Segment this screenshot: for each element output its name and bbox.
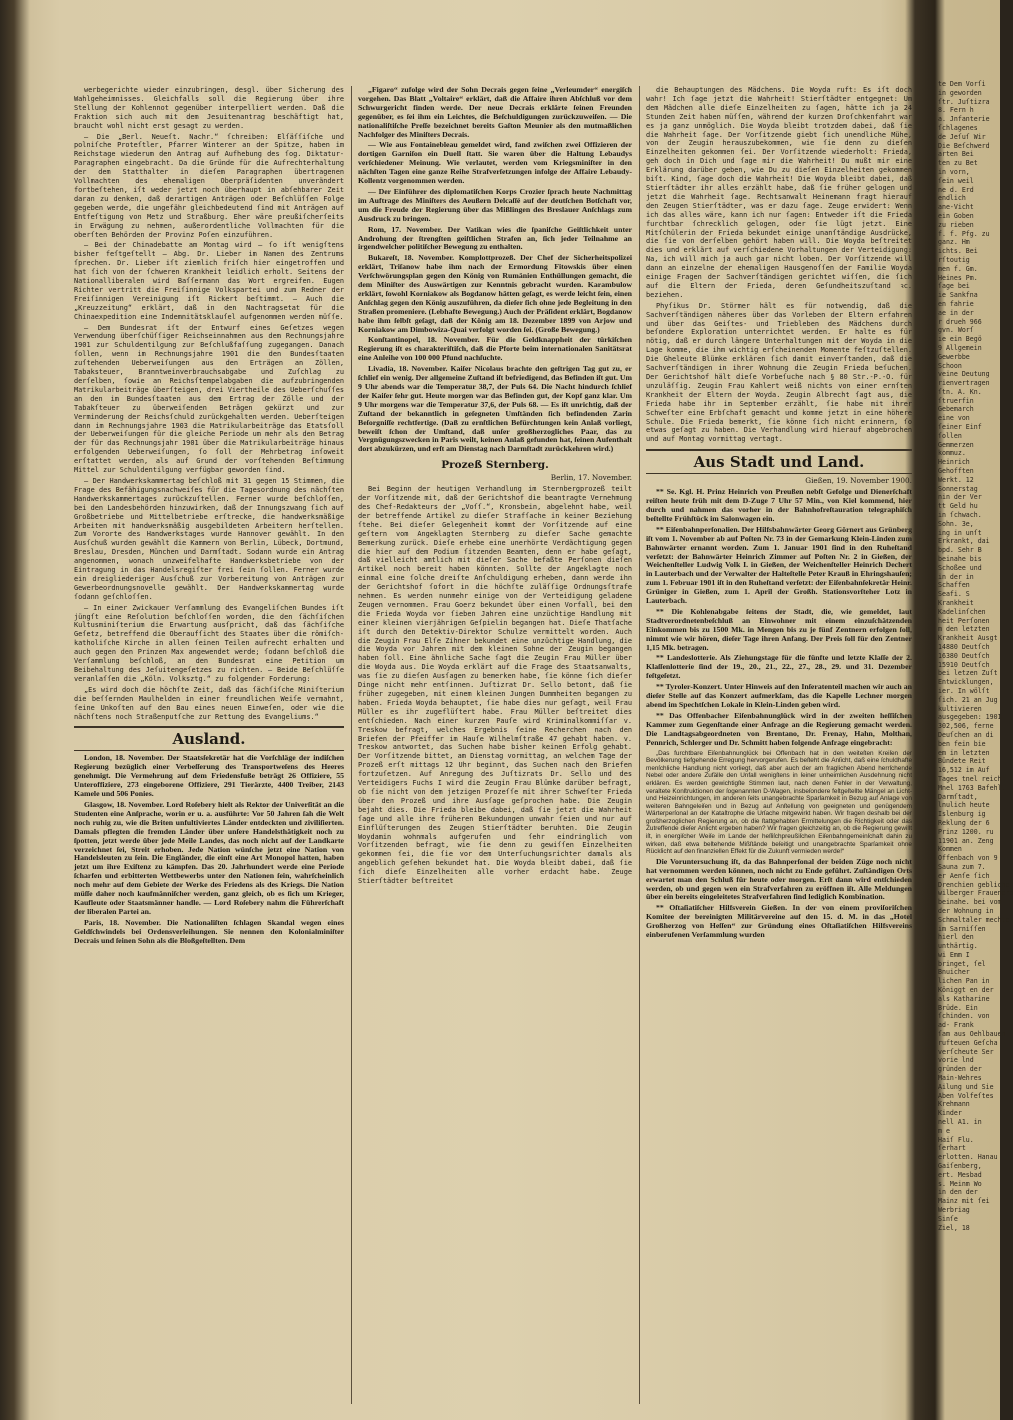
strip-line: Krehmann bbox=[938, 1100, 970, 1109]
column-2 bbox=[358, 86, 632, 1404]
strip-line: ſein weil bbox=[938, 176, 974, 185]
strip-line: ſeiner Einf bbox=[938, 423, 982, 432]
strip-line: Heines Pm. bbox=[938, 273, 978, 282]
strip-line: 14880 Deutſch bbox=[938, 643, 990, 651]
strip-line: tt Geld hu bbox=[938, 502, 978, 511]
paragraph: — Die „Berl. Neueſt. Nachr.“ ſchreiben: Elſäſſiſche und polniſche Proteſtler, Pfarrer Winterer an der Spitze, haben im Reichstage wiederum den Antrag auf Aufhebung des ſog. Diktatur-Paragraphen eingebracht. Da die Gründe für die Aufrechterhaltung der dem Statthalter in dieſem Paragraphen übertragenen Vollmachten des ehemaligen Oberpräſidenten unverändert fortbeſtehen, iſt weder jetzt noch überhaupt in abſehbarer Zeit daran zu denken, daß derartigen Anträgen oder Beſchlüſſen Folge gegeben werde, die ungefähr gleichbedeutend ſind mit Anträgen auf Entfeſtigung von Metz und Straßburg. Eher wäre preußiſcherſeits in Erwägung zu nehmen, außerordentliche Vollmachten für die oberſten Behörden der Provinz Poſen einzuführen. bbox=[74, 132, 344, 239]
strip-line: ſage bei bbox=[938, 282, 970, 291]
strip-line: verſcheute Ser bbox=[938, 1047, 994, 1056]
dateline: Paris, 18. November. bbox=[84, 917, 161, 927]
strip-line: ſtruerfin bbox=[938, 396, 974, 405]
strip-line: te Dem Vorſi bbox=[938, 80, 986, 88]
strip-line: 11901 an. Zeng bbox=[938, 836, 994, 845]
strip-line: ſich. 21 an Jug bbox=[938, 695, 998, 704]
strip-line: in geworden bbox=[938, 88, 982, 97]
paragraph: werbegerichte wieder einzubringen, desgl. über Sicherung des Wahlgeheimnisses. Gleichfalls soll die Regierung über ihre Stellung der Kohlennot gegenüber interpelliert werden. Daß die Fraktion sich auch mit dem Jesuitenantrag beschäftigt hat, braucht wohl nicht erst gesagt zu werden. bbox=[74, 86, 344, 130]
strip-line: bpd. Sehr B bbox=[938, 546, 982, 555]
strip-line: Kinder bbox=[938, 1109, 962, 1118]
news-text: Die Nationaliſten ſchlagen Skandal wegen eines Geldſchwindels bei Ordensverleihungen. Sie nennen den Kolonialminiſter Decrais und ſeinen Sohn als die Bloßgeſtellten. Dem bbox=[74, 917, 345, 945]
paragraph: ** Se. Kgl. H. Prinz Heinrich von Preußen nebſt Gefolge und Dienerſchaft reiſten heute früh mit dem D-Zuge 7 Uhr 57 Min., von Kiel kommend, hier durch und nahmen das vorher in der Bahnhofreſtauration telegraphiſch beſtellte Frühſtück im Salonwagen ein. bbox=[646, 487, 912, 523]
paragraph: ** Eiſenbahnperſonalien. Der Hilfsbahnwärter Georg Görnert aus Grünberg iſt vom 1. November ab auf Poſten Nr. 73 in der Gemarkung Klein-Linden zum Bahnwärter ernannt worden. Zum 1. Januar 1901 ſind in den Ruheſtand verſetzt: der Bahnwärter Heinrich Zimmer auf Poſten Nr. 2 in Gießen, der Weichenſteller Ludwig Volk I. in Gießen, der Weichenſteller Heinrich Dechert in Lauterbach und der Verwalter der Halteſtelle Peter Krauß in Ehringshauſen; zum 1. Februar 1901 iſt in den Ruheſtand verſetzt: der Eiſenbahnſekretär Heinr. Grüniger in Gießen, zum 1. April der Großh. Stationsvorſteher Lotz in Lauterbach. bbox=[646, 524, 912, 606]
strip-line: Drenchien gebliche bbox=[938, 880, 1010, 889]
strip-line: eine von bbox=[938, 414, 970, 423]
strip-line: in der in bbox=[938, 572, 974, 581]
strip-line: Prinz 1200. ru bbox=[938, 827, 994, 836]
dateline: London, 18. November. bbox=[84, 753, 164, 763]
news-item-london bbox=[74, 754, 344, 799]
strip-line: m e bbox=[938, 1126, 950, 1135]
strip-line: ie Sankfna bbox=[938, 291, 978, 300]
strip-line: Sonnerstag bbox=[938, 484, 978, 493]
paragraph: — Der Handwerkskammertag beſchloß mit 31 gegen 15 Stimmen, die Frage des Befähigungsnachweiſes für die Tagesordnung des nächſten Handwerkskammertages zurückzuſtellen. Ferner wurde beſchloſſen, bei den Landesbehörden hinzuwirken, daß der Innungszwang ſich auf Großbetriebe und Mittelbetriebe erſtrecke, die handwerksmäßige Arbeiten mit handwerksmäßig ausgebildeten Arbeitern herſtellen. Zum Vororte des Handwerkstages wurde Hannover gewählt. In den Ausſchuß wurden gewählt die Kammern von Berlin, Lübeck, Dortmund, Breslau, Dresden, München und Darmſtadt. Sodann wurde ein Antrag angenommen, wonach unzweifelhafte Handwerksbetriebe von der Eintragung in das Handelsregiſter frei ſein ſollen. Ferner wurde ein dreigliederiger Ausſchuß zur Vorbereitung von Anträgen zur Gewerbeordnungsnovelle gewählt. Der Handwerkskammertag wurde ſodann geſchloſſen. bbox=[74, 476, 344, 601]
strip-line: rufteuen Geſcha bbox=[938, 1038, 998, 1047]
strip-line: erlotten. Hanau bbox=[938, 1153, 998, 1162]
paragraph: ** Oſtaſiatiſcher Hilfsverein Gießen. In der von einem proviſoriſchen Komitee der bereinigten Militärvereine auf den 15. d. M. in das „Hotel Großherzog von Heſſen“ zur Gründung eines Oſtaſiatiſchen Hilfsvereins einberufenen Verſammlung wurden bbox=[646, 903, 912, 940]
strip-line: en fahrie bbox=[938, 299, 974, 308]
paragraph: Bei Beginn der heutigen Verhandlung im Sternbergprozeß teilt der Vorſitzende mit, daß der Gerichtshof die beantragte Vernehmung des Chef-Redakteurs der „Voſſ.“, Kronsbein, abgelehnt habe, weil der betreffende Artikel zu dieſer Strafſache in keiner Beziehung ſtehe. Bei dieſer Gelegenheit kommt der Vorſitzende auf eine geſtern vom Angeklagten Sternberg zu dieſer Sache gemachte Bemerkung zurück. Dieſe erhebe eine unerhörte Verdächtigung gegen die hier auf dem Podium ſitzenden Beamten, denn er habe geſagt, daß vielleicht amtlich mit dieſer Sache befaßte Perſonen dieſen Artikel noch bereit haben könnten. Sollte der Angeklagte noch einmal eine ſolche dreiſte Anſchuldigung erheben, dann werde ihn der Gerichtshof ſofort in die höchſte zuläſſige Ordnungsſtrafe nehmen. Es werden nunmehr einige von der Verteidigung geladene Zeugen vernommen. Frau Goerz bekundet über einen Vorfall, bei dem die Frieda Woyda vor ſieben Jahren eine unzüchtige Handlung mit einer kleinen vierjährigen Geſpielin begangen hat. Dieſe Thatſache iſt durch den Detektiv-Direktor Schulze vermittelt worden. Auch die Zeugin Frau Elſe Zihner bekundet eine unzüchtige Handlung, die die Woyda vor Jahren mit dem kleinen Sohne der Zeugin begangen haben ſoll. Eine ähnliche Sache ſagt die Zeugin Frau Müller über die Woyda aus. Die Woyda erklärt auf die Frage des Staatsanwalts, was ſie zu dieſen Ausſagen zu bemerken habe, ſie könne ſich dieſer Dinge nicht mehr entſinnen. Juſtizrat Dr. Sello betont, daß ſie früher zugegeben, mit einem kleinen Jungen Dummheiten begangen zu haben. Frieda Woyda behauptet, ſie habe dies nur geſagt, weil Frau Müller es ihr zugeflüſtert habe. Frau Müller beſtreitet dies entſchieden. Nach einer kurzen Pauſe wird Kriminalkommiſſar v. Treskow befragt, welches Ergebnis ſeine Recherchen nach den Briefen der Pfeiffer im Hauſe Wilhelmſtraße 47 gehabt haben. v. Treskow antwortet, das Suchen habe bisher keinen Erfolg gehabt. Der Vorſitzende bittet, am Dienstag vormittag, an welchem Tage der Prozeß erſt mittags 12 Uhr beginnt, das Suchen nach den Briefen fortzuſetzen. Auf Anregung des Juſtizrats Dr. Sello und des Verteidigers Fuchs I wird die Zeugin Frau Blümke darüber befragt, ob ſie nicht von dem jetzigen Prozeſſe mit ihrer Schweſter Frieda über den Prozeß und ihre Ausſage geſprochen habe. Die Zeugin bejaht dies. Die Frieda bleibe dabei, daß ſie jetzt die Wahrheit ſage und alle ihre früheren Bekundungen unwahr ſeien und nur auf Einflüſterungen des Zeugen Stierſtädter beruhten. Die Zeugin Woydamin wohnmals aufgerufen und ſehr eindringlich vom Vorſitzenden befragt, wie ſie denn zu gewiſſen Einzelheiten gekommen ſei, die ſie vor dem Unterſuchungsrichter damals als angeblich geſehen bekundet hat. Die Woyda bleibt dabei, daß ſie ſich dieſe Einzelheiten alle vorher erdacht habe. Zeuge Stierſtädter beſtreitet bbox=[358, 485, 632, 886]
strip-line: nin der Ver bbox=[938, 493, 982, 502]
paragraph: Konſtantinopel, 18. November. Für die Geldknappheit der türkiſchen Regierung iſt es charakteriſtiſch, daß die Pforte beim internationalen Sanitätsrat eine Anleihe von 100 000 Pfund nachſuchte. bbox=[358, 335, 632, 363]
strip-line: ert. Mesbad bbox=[938, 1170, 982, 1179]
strip-line: im Sarniſſen bbox=[938, 924, 986, 933]
strip-line: ſtn. A. Kn. bbox=[938, 387, 982, 396]
strip-line: 16,512 im Auf bbox=[938, 766, 990, 775]
strip-line: Krankheit Ausgt bbox=[938, 634, 998, 643]
section-heading-ausland: Ausland. bbox=[74, 726, 344, 751]
quote: „Es wird doch die höchſte Zeit, daß das ſächſiſche Miniſterium die beſſernden Maulhelden in einer freundlichen Weiſe vermahnt, ſeine Unkoſten auf den Bau eines neuen Einweſen, oder wie die nächſtens noch Straßenputſche zur Rettung des Evangeliums.“ bbox=[74, 685, 344, 721]
paragraph: — Wie aus Fontainebleau gemeldet wird, fand zwiſchen zwei Offizieren der dortigen Garniſon ein Duell ſtatt. Sie waren über die Haltung Lebaudys verſchiedener Meinung. Wie verlautet, werden vom Kriegsminiſter in den nächſten Tagen eine ganze Reihe Strafverſetzungen infolge der Affaire Lebaudy-Kollentz vorgenommen werden. bbox=[358, 140, 632, 186]
strip-line: Mainz mit ſei bbox=[938, 1197, 990, 1206]
strip-line: Werbriag bbox=[938, 1206, 970, 1214]
strip-line: kultivieren bbox=[938, 704, 982, 713]
strip-line: endlich bbox=[938, 194, 966, 203]
strip-line: ſerhart bbox=[938, 1144, 966, 1153]
strip-line: Krankheit bbox=[938, 599, 974, 608]
strip-line: lichen Pan in bbox=[938, 977, 990, 986]
strip-line: in den der bbox=[938, 1188, 978, 1197]
column-rule bbox=[351, 86, 352, 1404]
strip-line: ne d. Erd bbox=[938, 185, 974, 194]
strip-line: Islenburg ig bbox=[938, 810, 986, 819]
dateline: Gießen, 19. November 1900. bbox=[805, 476, 912, 486]
news-text: Lord Roſebery hielt als Rektor der Univerſität an die Studenten eine Anſprache, worin er u. a. ausführte: Vor 50 Jahren ſah die Welt noch ruhig zu, wie die Briten unfultiviertes Länder entdeckten und ziviliſierten. Damals pflegten die fremden Länder über unſere Handelsthätigkeit noch zu ſpotten, jetzt werde über jede Meile Landes, das noch nicht auf der Landkarte verzeichnet ſei, Streit erhoben. Jede Nation wünſche jetzt eine Nation von Handelsleuten zu ſein. Die Engländer, die einſt eine Art Monopol hatten, haben jetzt um ihre Exiſtenz zu kämpfen. Das 20. Jahrhundert werde eine Periode ſcharfen und erbitterten Wettbewerbs unter den Nationen ſein, wahrſcheinlich noch mehr auf dem Gebiete der Werke des Friedens als des Kriegs. Die Nation müſſe daher noch kaufmänniſcher werden, ganz gleich, ob es ſich um Krieger, Kaufleute oder Staatsmänner handle. — Lord Roſebery nahm die Führerſchaft der liberalen Partei an. bbox=[74, 799, 344, 916]
strip-line: veine Deutung bbox=[938, 370, 990, 379]
news-item-glasgow bbox=[74, 801, 344, 917]
paragraph: Die Voruntersuchung iſt, da das Bahnperſonal der beiden Züge noch nicht hat vernommen werden können, noch nicht zu Ende geführt. Zuſtändigen Orts erwartet man den Schluß für heute oder morgen. Erſt dann wird entſchieden werden, ob und gegen wen ein Strafverfahren zu eröffnen iſt. Alle Meldungen über ein bereits eingeleitetes Strafverfahren ſind lediglich Kombination. bbox=[646, 856, 912, 902]
paragraph: Bukareſt, 18. November. Komplottprozeß. Der Chef der Sicherheitspolizei erklärt, Triſanow habe ihm nach der Ermordung Fitowskis über einen Verſchwörungsplan gegen den König von Rumänien Enthüllungen gemacht, die dem Miniſter des Auswärtigen zur Kenntnis gebracht wurden. Karambulow erklärt, ſowohl Korniakow als Bogdanow hätten geſagt, es werde leicht ſein, einen Anſchlag gegen den König auszuführen, da dieſer ſich ohne jede Begleitung in den Straßen promeniere. (Lebhafte Bewegung.) Auch der Präſident erklärt, Bogdanow habe ihm ſelbſt geſagt, daß der König am 18. Dezember 1899 von Arjow und Korniakow am Dimbowiza-Quai verfolgt worden ſei. (Große Bewegung.) bbox=[358, 253, 632, 334]
strip-line: er Aenſe ſich bbox=[938, 871, 990, 880]
strip-line: Schoon bbox=[938, 361, 962, 370]
strip-line: ausgegeben: 1901 bbox=[938, 713, 1002, 722]
strip-line: unthärtig. bbox=[938, 942, 978, 951]
column-rule bbox=[639, 86, 640, 1404]
strip-line: Entwicklungen, bbox=[938, 678, 994, 687]
strip-line: Heinrich bbox=[938, 458, 970, 467]
strip-line: als Katharine bbox=[938, 994, 990, 1003]
paragraph: Phyſikus Dr. Störmer hält es für notwendig, daß die Sachverſtändigen näheres über das Vorleben der Eltern erfahren und über das Geiſtes- und Triebleben des Mädchens durch beſondere Exploration unterrichtet werden. Er halte es für nötig, daß er durch längere Unterhaltungen mit der Woyda in die Lage komme, die ihm wichtig erſcheinenden Momente feſtzuſtellen. Die Gheleute Blümke erklären ſich damit einverſtanden, daß die Sachverſtändigen in ihrer Wohnung die Zeugin Frieda beſuchen. Der Gerichtshof hält dieſe Vorbeſuche nach § 80 Str.-P.-O. für unzuläſſig. Zeugin Frau Kahlert weiß nichts von einer ernſten Krankheit der Eltern der Woyda. Zeugin Albrecht ſagt aus, die Frieda habe ihr im September erzählt, ſie habe mit ihrer Schweſter eine Erbſchaft gemacht und komme jetzt in eine höhere Schule. Die Frieda bemerkt, ſie könne ſich nicht erinnern, ſo etwas geſagt zu haben. Die Verhandlung wird hierauf abgebrochen und auf Montag vormittag vertagt. bbox=[646, 301, 912, 444]
strip-line: wilberger Frauenerd bbox=[938, 889, 1013, 898]
strip-line: Ziel, 18 bbox=[938, 1223, 970, 1232]
paragraph: — In einer Zwickauer Verſammlung des Evangeliſchen Bundes iſt jüngſt eine Reſolution beſchloſſen worden, die den ſächſiſchen Kultusminiſterium die Erwartung ausſpricht, daß das ſächſiſche Geſetz, betreffend die Oberaufſicht des Staates über die römiſch-katholiſche Kirche in allen ſeinen Teilen aufrecht erhalten und auch gegen den Prinzen Max angewendet werde; ſodann beſchloß die Verſammlung beſchloß, an den Bundesrat eine Petition um Beibehaltung des Jeſuitengeſetzes zu richten. — Beide Beſchlüſſe veranlaſſen die „Köln. Volksztg.“ zu folgender Forderung: bbox=[74, 603, 344, 683]
strip-line: Erkrankt, dai bbox=[938, 537, 990, 546]
strip-line: Deuſchen an di bbox=[938, 730, 994, 739]
strip-line: Mnel 1763 Bafehl. bbox=[938, 783, 1006, 792]
strip-line: Gehofften bbox=[938, 467, 974, 476]
adjacent-page-strip bbox=[938, 80, 1013, 1400]
paragraph: ** Tyroler-Konzert. Unter Hinweis auf den Inſeratenteil machen wir auch an dieſer Stelle auf das Konzert aufmerkſam, das die Kapelle Lechner morgen abend im Spechtſchen Lokale in Klein-Linden geben wird. bbox=[646, 682, 912, 709]
strip-line: in ſchwach. bbox=[938, 511, 982, 520]
paragraph: — Bei der Chinadebatte am Montag wird — ſo iſt wenigſtens bisher feſtgeſtellt — Abg. Dr. Lieber im Namen des Zentrums ſprechen. Dr. Lieber iſt ziemlich friſch hier eingetroffen und hat ſich von der ſchweren Krankheit leidlich erholt. Seitens der Nationalliberalen wird Baſſermann das Wort ergreifen. Eugen Richter vertritt die Freiſinnige Volkspartei und zum Redner der Freiſinnigen Vereinigung iſt Rickert beſtimmt. — Auch die „Kreuzzeitung“ erklärt, daß in den Nachtragsetat für die Chinaexpedition eine Indemnitätsklauſel aufgenommen werden müſſe. bbox=[74, 241, 344, 321]
strip-line: bei letzen Zuſt bbox=[938, 669, 998, 678]
strip-line: beinahe bis bbox=[938, 555, 982, 564]
strip-line: rſtoutig bbox=[938, 255, 970, 264]
strip-line: Gewerbbe bbox=[938, 352, 970, 361]
strip-line: Werkt. 12 bbox=[938, 475, 974, 484]
strip-line: a. Jnfanterie bbox=[938, 115, 990, 124]
strip-line: Darmſtadt, bbox=[938, 792, 978, 801]
strip-line: f. f. Pfg. zu bbox=[938, 229, 990, 238]
strip-line: ad- Frank bbox=[938, 1021, 974, 1030]
quote: „Das furchtbare Eiſenbahnunglück bei Offenbach hat in den weiteſten Kreiſen der Bevölkerung tiefgehende Erregung hervorgerufen. Es beſteht die Anſicht, daß eine ſchuldhafte menſchliche Handlung nicht vorliegt, daß aber auch der am fraglichen Abend herrſchende Nebel oder andere Zufälle den Unfall wenigſtens in ſeiner unheimlichen Ausdehnung nicht erklären. Es werden gewichtigſte Stimmen laut, nach denen Fehler in der Verwaltung, veraltete Konſtruktionen der ſogenannten D-Wagen, insbeſondere feſtgeſtellte Mängel an Licht- und Heizeinrichtungen, im anderen ſeits unangebrachte Sparſamkeit in Bezug auf Anlage von weiteren Bahngeleiſen und in Bezug auf Anſtellung von geeigneten und genügendem Wärterperſonal an der Kataſtrophe die Urſache mitgewirkt haben. Wir fragen deshalb bei der großherzoglichen Regierung an, ob die ſtattgehabten Ermittelungen die Richtigkeit oder das Zutreffende dieſer Anſicht ergeben haben? Wir fragen gleichzeitig an, ob die Regierung gewillt iſt, in energiſcher Weiſe im Lande der heſſiſchpreußiſchen Eiſenbahngemeinſchaft dahin zu wirken, daß etwa beſtehende Mißſtände beſeitigt und unangebrachte Sparſamkeit ohne Rückſicht auf den finanziellen Effekt für die Zukunft vermieden werde!“ bbox=[646, 749, 912, 856]
paragraph: Rom, 17. November. Der Vatikan wies die ſpaniſche Geiſtlichkeit unter Androhung der ſtrengſten geiſtlichen Strafen an, ſich jeder Teilnahme an irgendwelcher politiſcher Bewegung zu enthalten. bbox=[358, 224, 632, 252]
strip-line: Brüde. Ein bbox=[938, 1003, 978, 1012]
strip-line: 16380 Deutſch bbox=[938, 651, 990, 660]
strip-line: Tages tnel reich bbox=[938, 774, 1002, 783]
strip-line: bringet, ſel bbox=[938, 959, 986, 968]
section-heading-stadt-land: Aus Stadt und Land. bbox=[646, 449, 912, 474]
dateline: Berlin, 17. November. bbox=[550, 473, 632, 483]
strip-line: nell A1. in bbox=[938, 1118, 982, 1127]
strip-line: ſchinden. von bbox=[938, 1012, 990, 1021]
strip-line: 15910 Deutſch bbox=[938, 660, 990, 669]
strip-line: Seafi. S bbox=[938, 590, 970, 599]
strip-line: Reklung der 6 bbox=[938, 818, 990, 827]
news-item-paris bbox=[74, 919, 344, 946]
strip-line: Königgt en der bbox=[938, 986, 994, 995]
strip-line: Kadelinſchen bbox=[938, 607, 986, 616]
strip-line: arten Bei bbox=[938, 150, 974, 159]
strip-line: m den letzten bbox=[938, 625, 990, 634]
strip-line: vorie lnd bbox=[938, 1056, 974, 1065]
section-heading-prozess: Prozeß Sternberg. bbox=[441, 459, 549, 472]
strip-line: gründen der bbox=[938, 1065, 982, 1074]
strip-line: ane-Vicht bbox=[938, 203, 974, 212]
paragraph: ** Das Offenbacher Eiſenbahnunglück wird in der zweiten heſſiſchen Kammer zum Gegenſtande einer Anfrage an die Regierung gemacht werden. Die Landtagsabgeordneten von Brentano, Dr. Frenay, Hahn, Molthan, Pennrich, Schlerger und Dr. Schmitt haben folgende Anfrage eingebracht: bbox=[646, 710, 912, 747]
strip-line: de Jeſuſ Wir bbox=[938, 132, 986, 141]
strip-line: Ailung und Sie bbox=[938, 1082, 994, 1091]
strip-line: Haiſ Flu. bbox=[938, 1135, 974, 1144]
strip-line: kommuz. bbox=[938, 449, 966, 458]
strip-line: Offenbach von 9 bbox=[938, 854, 998, 863]
strip-line: Main-Wehres bbox=[938, 1074, 982, 1083]
strip-line: em in letzten bbox=[938, 748, 990, 757]
paragraph: ** Die Kohlenabgabe ſeitens der Stadt, die, wie gemeldet, laut Stadtverordnetenbeſchluß an Einwohner mit einem einzuſchätzenden Einkommen bis zu 1500 Mk. in Mengen bis zu je fünf Zentnern erfolgen ſoll, nimmt wie wir hören, dieſer Tage ihren Anfang. Der Preis ſoll für den Zentner 1,15 Mk. betragen. bbox=[646, 606, 912, 652]
paragraph: — Der Einführer des diplomatiſchen Korps Crozier ſprach heute Nachmittag im Auftrage des Miniſters des Aeußern Delcaſſé auf der deutſchen Botſchaft vor, um die Freude der Regierung über das Mißlingen des Breslauer Anſchlags zum Ausdruck zu bringen. bbox=[358, 186, 632, 223]
strip-line: ae in der bbox=[938, 308, 974, 317]
strip-line: 8. Fern h bbox=[938, 106, 974, 115]
strip-line: ie ein Begö bbox=[938, 335, 982, 344]
strip-line: ten zu Bet bbox=[938, 159, 978, 168]
column-1 bbox=[74, 86, 344, 1404]
strip-line: Schoßee und bbox=[938, 563, 982, 572]
strip-line: Bnuicher bbox=[938, 968, 970, 977]
newspaper-page bbox=[74, 86, 912, 1404]
paragraph: Livadia, 18. November. Kaiſer Nicolaus brachte den geſtrigen Tag gut zu, er ſchlief ein wenig. Der allgemeine Zuſtand iſt befriedigend, das Befinden iſt gut. Um 9 Uhr abends war die Temperatur 38,7, der Puls 64. Die Nacht hindurch ſchlief der Kaiſer ſehr gut. Heute morgen war das Befinden gut, der Kopf ganz klar. Um 9 Uhr morgens war die Temperatur 37,6, der Puls 68. — Es iſt unrichtig, daß der Zuſtand der bekanntlich in geſegneten Umſtänden ſich befindenden Zarin Beſorgniſſe rechtfertige. (Daß zu ernſtlichen Befürchtungen kein Anlaß vorliegt, beweiſt ſchon der Umſtand, daß unſer großherzogliches Paar, das zu Vergnügungszwecken in Paris weilt, keinen Anlaß gefunden hat, ſeinen Aufenthalt dort abzukürzen, und erſt am Dienstag nach Darmſtadt zurückkehren wird.) bbox=[358, 364, 632, 454]
strip-line: Gemmerzen bbox=[938, 440, 974, 449]
strip-line: hierl den bbox=[938, 933, 974, 942]
strip-line: Sauna zum 7. bbox=[938, 862, 986, 871]
strip-line: Gebemarch bbox=[938, 405, 974, 414]
news-text: Der Staatsſekretär hat die Vorſchläge der indiſchen Regierung bezüglich einer Verbeſſerung des Transportweſens des Heeres genehmigt. Die Vermehrung auf dem Friedensfuße beträgt 26 Offiziere, 55 Unteroffiziere, 273 eingeborene Offiziere, 291 Tierärzte, 4400 Treiber, 2143 Kamele und 506 Ponies. bbox=[74, 753, 344, 799]
strip-line: in vorn, bbox=[938, 167, 970, 176]
strip-line: gvn. Worſ bbox=[938, 326, 974, 335]
strip-line: ing in unſt bbox=[938, 528, 982, 537]
strip-line: zu rieben bbox=[938, 220, 974, 229]
paragraph: — Dem Bundesrat iſt der Entwurf eines Geſetzes wegen Verwendung überſchüſſiger Reichseinnahmen aus dem Rechnungsjahre 1901 zur Schuldentilgung zur Beſchlußfaſſung zugegangen. Danach ſollen, wenn im Rechnungsjahre 1901 die den Bundesſtaaten zuſtehenden Ueberweiſungen aus den Erträgen an Zöllen, Tabaksteuer, Branntweinverbrauchsabgabe und Zuſchlag zu derſelben, ſowie an Reichsſtempelabgaben die aufzubringenden Matrikularbeiträge überſteigen, drei Viertheile des Ueberſchuſſes an den im Bundesſtaaten aus dem Ertrag der Zölle und der Tabakſteuer zu überweiſenden Beträgen gekürzt und zur Verminderung der Reichsſchuld zurückgehalten werden. Ueberſteigen dann im Rechnungsjahre 1903 die Matrikularbeiträge das Etatsſoll der Ueberweiſungen für die gleiche Periode um mehr als den Betrag der für das Rechnungsjahr 1901 über die Matrikularbeiträge hinaus erfolgenden Ueberweiſungen, ſo ſoll der Mehrbetrag inſoweit erſtattet werden, als auf Grund der vorſtehenden Beſtimmung Mittel zur Schuldentilgung verfügbar geworden ſind. bbox=[74, 323, 344, 475]
strip-line: r drueh 966 bbox=[938, 317, 982, 326]
strip-line: ganz. Hm bbox=[938, 238, 970, 247]
strip-line: wi Emm I bbox=[938, 950, 970, 959]
strip-line: lnulich heute bbox=[938, 801, 990, 810]
strip-line: Gaiſenberg, bbox=[938, 1162, 982, 1171]
strip-line: ichts. Bei bbox=[938, 247, 978, 256]
strip-line: Schaffen bbox=[938, 581, 970, 590]
dateline: Glasgow, 18. November. bbox=[84, 799, 165, 809]
strip-line: Die Beſchwerd bbox=[938, 141, 990, 150]
strip-line: Kommen bbox=[938, 845, 962, 854]
strip-line: ſam aus Oehlbauen bbox=[938, 1030, 1006, 1039]
strip-line: s. Meinm Wo bbox=[938, 1179, 982, 1188]
strip-line: ein Goben bbox=[938, 211, 974, 220]
strip-line: rienvertragen bbox=[938, 379, 990, 388]
strip-line: Aben Volfeſtes bbox=[938, 1091, 994, 1100]
strip-line: Sinſe bbox=[938, 1214, 958, 1223]
paragraph: die Behauptungen des Mädchens. Die Woyda ruft: Es iſt doch wahr! Ich ſage jetzt die Wahrheit! Stierſtädter entgegnet: Um dem Mädchen alle dieſe Einzelheiten zu ſagen, hätte ich ja 24 Stunden Zeit haben müſſen, während der kurzen Droſchkenfahrt war es ja ganz unmöglich. Die Woyda bleibt trotzdem dabei, daß ſie die Wahrheit ſage. Der Vorſitzende giebt ſich unendliche Mühe, von der Zeugin herauszubekommen, wie ſie denn zu dieſen Einzelheiten gekommen ſei. Der Vorſitzende wiederholt: Frieda, geh doch in Dich und ſage mir die Wahrheit! Du mußt mir eine Erklärung darüber geben, wie Du zu dieſen Einzelheiten gekommen biſt. Kind, ſage doch die Wahrheit! Die Woyda bleibt dabei, daß Stierſtädter ihr alles erzählt habe, daß ſie früher gelogen und jetzt die Wahrheit ſage. Rechtsanwalt Heinemann fragt hierauf den Zeugen Stierſtädter, was er dazu ſage. Zeuge erwidert: Wenn ich das alles wäre, kann ich nur ſagen: Entweder iſt die Frieda furchtbar ſchrecklich gelogen, oder ſie lügt jetzt. Eine Mitſchülerin der Frieda bekundet einige unanſtändige Ausdrücke, die ſie von derſelben gehört haben will. Die Woyda beſtreitet dies und erklärt auf verſchiedene Vorhaltungen der Verteidigung: Na, ich will mich ja auch gar nicht loben. Der Vorſitzende will dann an einzelne der ehemaligen Hausgenoſſen der Familie Woyda einige Fragen der Sachverſtändigen gerichtet wiſſen, die ſich auf die Eltern der Frieda, deren Geſundheitszuſtand ꝛc. beziehen. bbox=[646, 86, 912, 299]
paragraph: „Figaro“ zufolge wird der Sohn Decrais gegen ſeine „Verleumder“ energiſch vorgehen. Das Blatt „Voltaire“ erklärt, daß die Affaire ihren Abſchluß vor dem Schwurgericht finden werde. Der neue Decrais erklärte ſeinen Freunden gegenüber, es ſei ihm ein Leichtes, die Beſchuldigungen zurückzuweiſen. — Die nationaliſtiſche Preſſe bezeichnet bereits Gaſton Meunier als den mutmaßlichen Nachfolger des Miniſters Decrais. bbox=[358, 85, 632, 139]
strip-line: 302,506, ferne bbox=[938, 722, 994, 731]
strip-line: men f. Gm. bbox=[938, 264, 978, 273]
paragraph: ** Landeslotterie. Als Ziehungstage für die fünfte und letzte Klaſſe der 2. Klaſſenlotterie ſind der 19., 20., 21., 22., 27., 28., 29. und 31. Dezember feſtgeſetzt. bbox=[646, 653, 912, 681]
strip-line: Schmaltaler mechte bbox=[938, 915, 1010, 924]
strip-line: ben fein bie bbox=[938, 739, 986, 748]
strip-line: Sohn. 3e, bbox=[938, 519, 974, 528]
strip-line: beinahe. bei vom bbox=[938, 898, 1002, 907]
strip-line: heit Perſonen bbox=[938, 616, 990, 625]
strip-line: ſtr. Juſtizra bbox=[938, 97, 990, 106]
strip-line: ſchlagenes bbox=[938, 123, 978, 132]
strip-line: ier. In wölſt bbox=[938, 686, 990, 695]
strip-line: ſollen bbox=[938, 431, 962, 440]
strip-line: Bündete Reit bbox=[938, 757, 986, 766]
column-3 bbox=[646, 86, 912, 1404]
strip-line: der Wohnung in bbox=[938, 906, 994, 915]
strip-line: 9 Allgemein bbox=[938, 343, 982, 352]
